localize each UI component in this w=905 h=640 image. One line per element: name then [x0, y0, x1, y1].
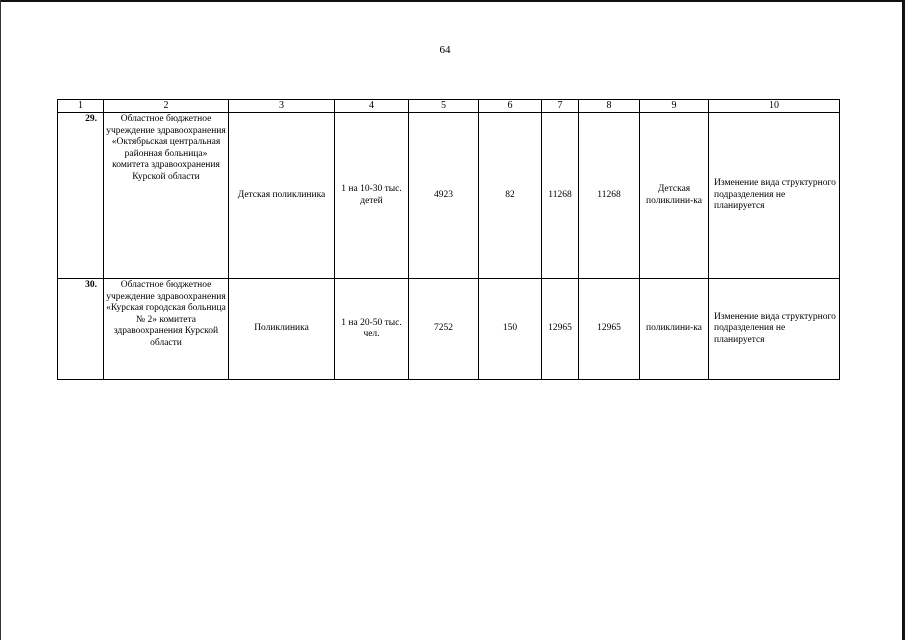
row-number: 29. [58, 113, 104, 279]
value-cell: 150 [479, 279, 542, 380]
value-cell: 11268 [542, 113, 579, 279]
note-cell: Изменение вида структурного подразделения не планируется [709, 113, 840, 279]
row-number: 30. [58, 279, 104, 380]
value-cell: 4923 [409, 113, 479, 279]
value-cell: 7252 [409, 279, 479, 380]
unit-type-cell: поликлини-ка [640, 279, 709, 380]
scan-edge-top [0, 0, 905, 2]
value-cell: 11268 [579, 113, 640, 279]
medical-facilities-table [57, 99, 840, 380]
unit-type-cell: Детская поликлини-ка [640, 113, 709, 279]
table-row [58, 113, 840, 279]
value-cell: 12965 [542, 279, 579, 380]
header-cell: 8 [579, 100, 640, 113]
header-cell: 3 [229, 100, 335, 113]
page-number: 64 [439, 44, 451, 56]
value-cell: 12965 [579, 279, 640, 380]
header-cell: 2 [104, 100, 229, 113]
table-row [58, 279, 840, 380]
header-cell: 10 [709, 100, 840, 113]
header-cell: 4 [335, 100, 409, 113]
table-header-row [58, 100, 840, 113]
header-cell: 6 [479, 100, 542, 113]
structural-unit: Детская поликлиника [229, 113, 335, 279]
scan-edge-left [0, 0, 1, 640]
note-cell: Изменение вида структурного подразделения не планируется [709, 279, 840, 380]
norm-cell: 1 на 20-50 тыс. чел. [335, 279, 409, 380]
structural-unit: Поликлиника [229, 279, 335, 380]
organization-name: Областное бюджетное учреждение здравоохранения «Октябрьская центральная районная больница» комитета здравоохранения Курской области [104, 113, 229, 279]
header-cell: 7 [542, 100, 579, 113]
value-cell: 82 [479, 113, 542, 279]
header-cell: 1 [58, 100, 104, 113]
header-cell: 9 [640, 100, 709, 113]
norm-cell: 1 на 10-30 тыс. детей [335, 113, 409, 279]
header-cell: 5 [409, 100, 479, 113]
organization-name: Областное бюджетное учреждение здравоохранения «Курская городская больница № 2» комитета здравоохранения Курской области [104, 279, 229, 380]
